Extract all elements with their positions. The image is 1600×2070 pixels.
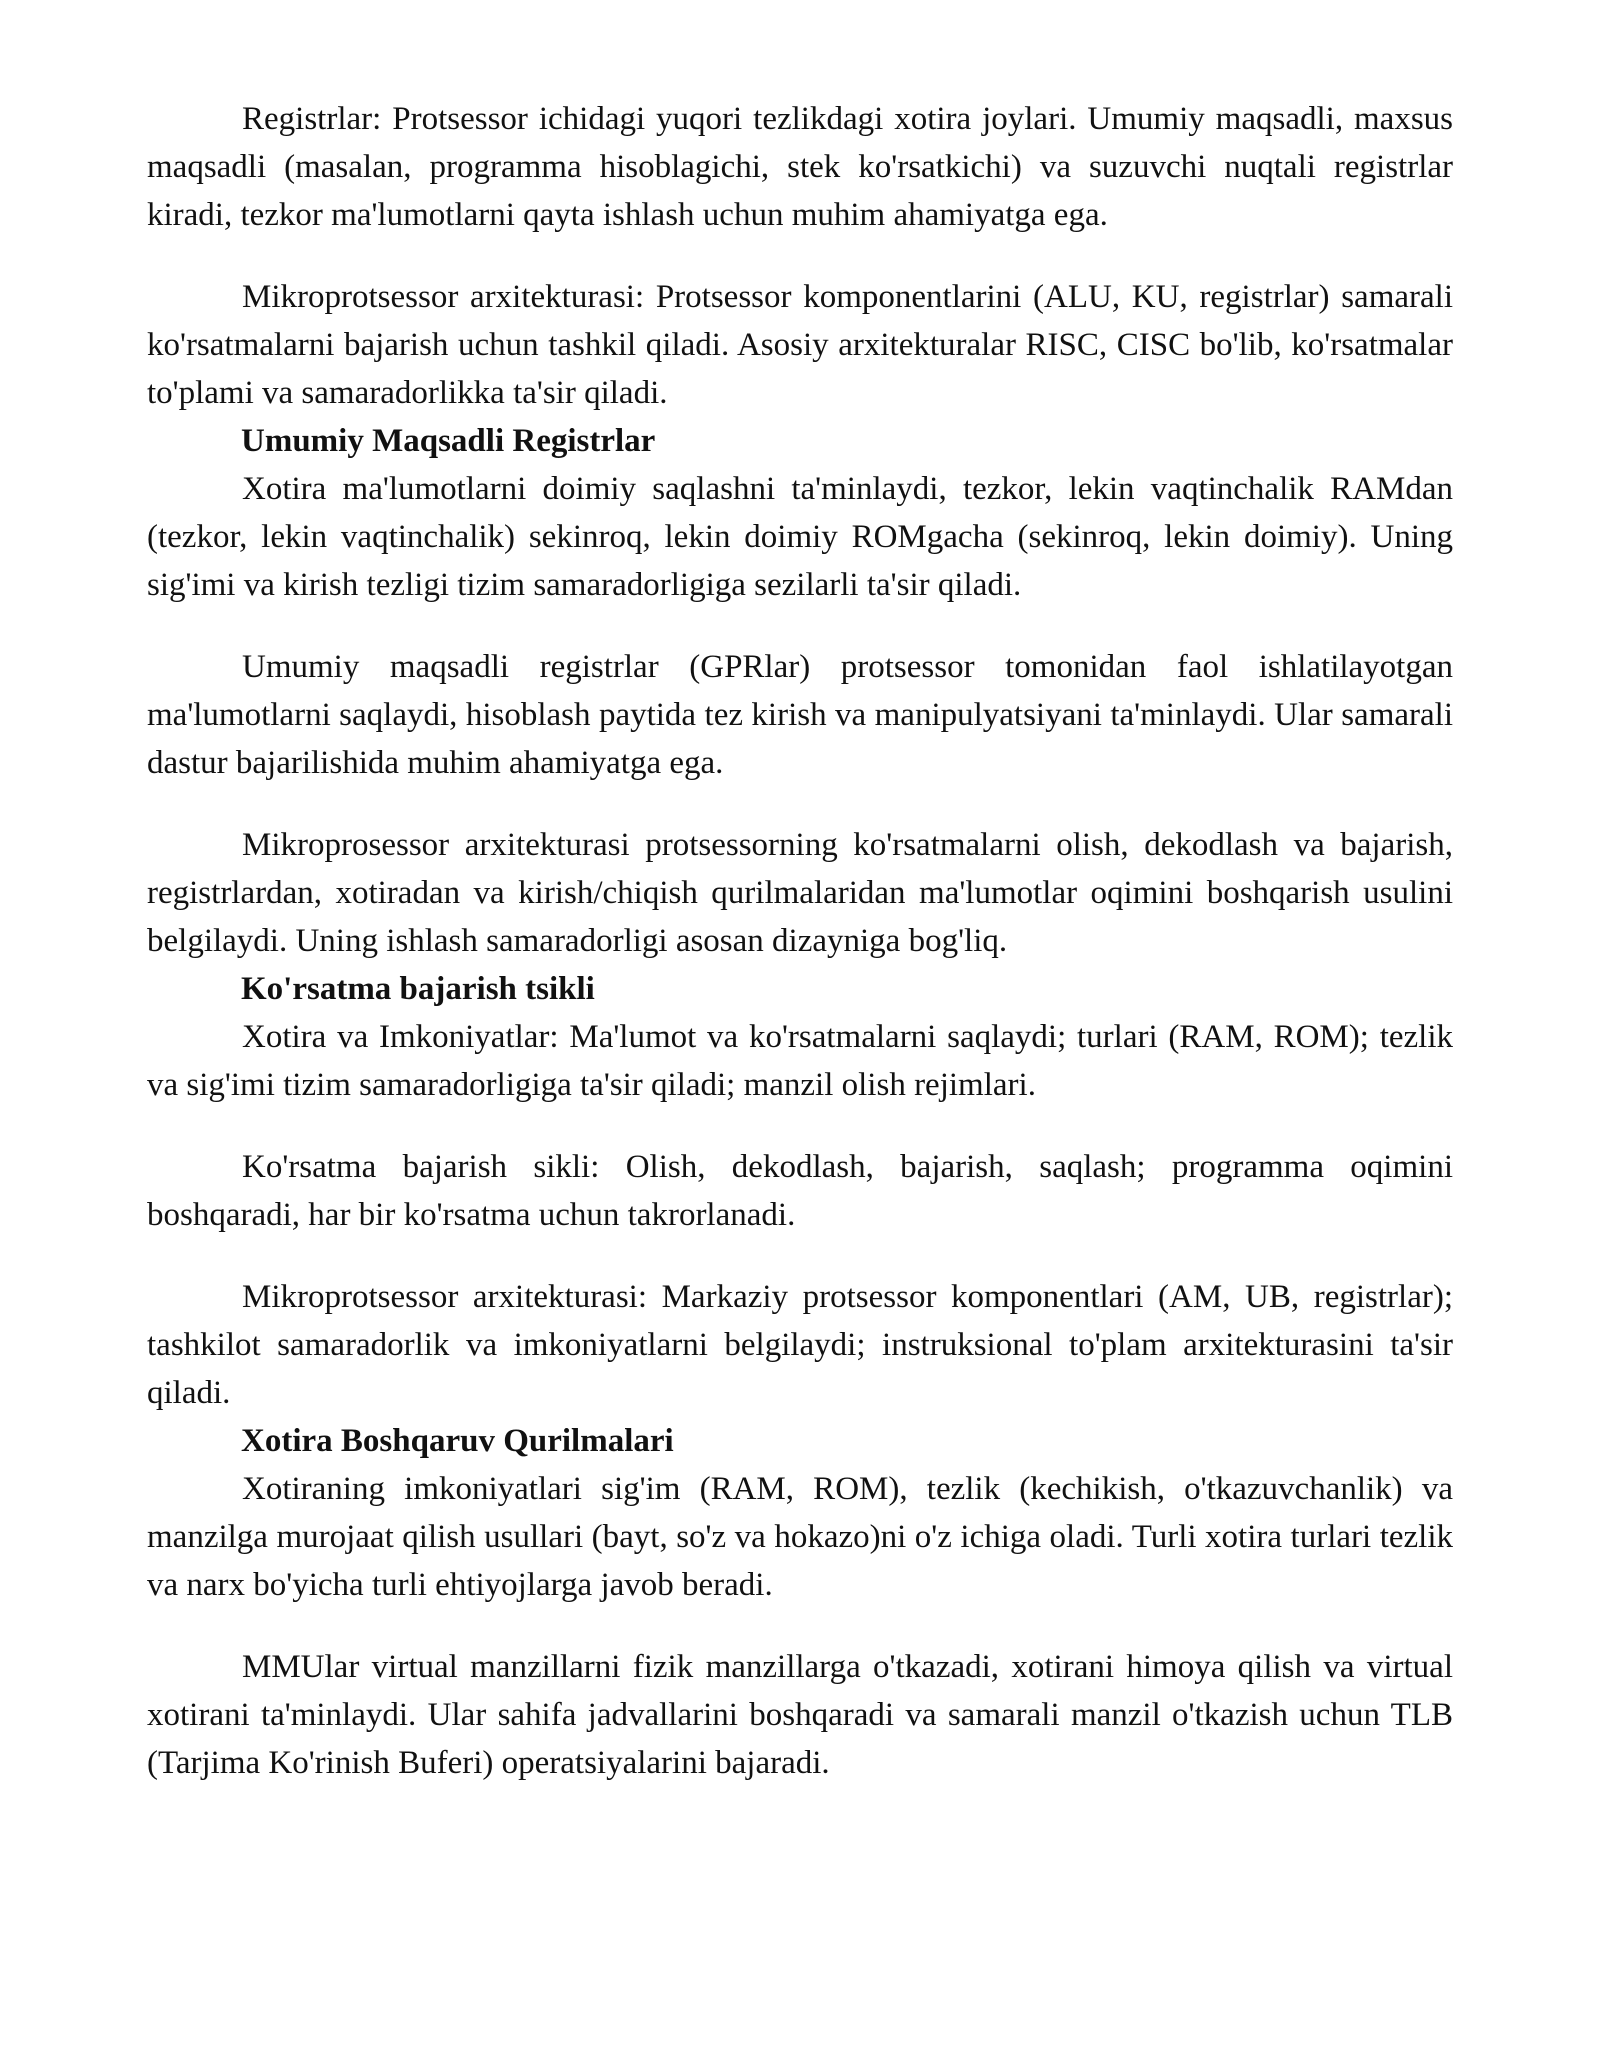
paragraph-mikroprosessor-oqim: Mikroprosessor arxitekturasi protsessorning ko'rsatmalarni olish, dekodlash va bajarish, registrlardan, xotiradan va kirish/chiqish qurilmalaridan ma'lumotlar oqimini boshqarish usulini belgilaydi. Uning ishlash samaradorligi asosan dizayniga bog'liq.	[147, 827, 1453, 959]
paragraph-bajarish-sikli: Ko'rsatma bajarish sikli: Olish, dekodlash, bajarish, saqlash; programma oqimini boshqaradi, har bir ko'rsatma uchun takrorlanadi.	[147, 1149, 1453, 1233]
paragraph-mikroprotsessor-arxitekturasi: Mikroprotsessor arxitekturasi: Protsessor komponentlarini (ALU, KU, registrlar) samarali ko'rsatmalarni bajarish uchun tashkil qiladi. Asosiy arxitekturalar RISC, CISC bo'lib, ko'rsatmalar to'plami va samaradorlikka ta'sir qiladi.	[147, 279, 1453, 411]
heading-umumiy-maqsadli-registrlar: Umumiy Maqsadli Registrlar	[241, 423, 656, 459]
heading-xotira-boshqaruv-qurilmalari: Xotira Boshqaruv Qurilmalari	[241, 1423, 674, 1459]
paragraph-mmu: MMUlar virtual manzillarni fizik manzillarga o'tkazadi, xotirani himoya qilish va virtual xotirani ta'minlaydi. Ular sahifa jadvallarini boshqaradi va samarali manzil o'tkazish uchun TLB (Tarjima Ko'rinish Buferi) operatsiyalarini bajaradi.	[147, 1649, 1453, 1781]
paragraph-gpr: Umumiy maqsadli registrlar (GPRlar) protsessor tomonidan faol ishlatilayotgan ma'lumotlarni saqlaydi, hisoblash paytida tez kirish va manipulyatsiyani ta'minlaydi. Ular samarali dastur bajarilishida muhim ahamiyatga ega.	[147, 649, 1453, 781]
paragraph-xotira-imkoniyatlar: Xotira va Imkoniyatlar: Ma'lumot va ko'rsatmalarni saqlaydi; turlari (RAM, ROM); tezlik va sig'imi tizim samaradorligiga ta'sir qiladi; manzil olish rejimlari.	[147, 1019, 1453, 1103]
paragraph-xotira-imkoniyatlari: Xotiraning imkoniyatlari sig'im (RAM, ROM), tezlik (kechikish, o'tkazuvchanlik) va manzilga murojaat qilish usullari (bayt, so'z va hokazo)ni o'z ichiga oladi. Turli xotira turlari tezlik va narx bo'yicha turli ehtiyojlarga javob beradi.	[147, 1471, 1453, 1603]
paragraph-xotira-doimiy-saqlash: Xotira ma'lumotlarni doimiy saqlashni ta'minlaydi, tezkor, lekin vaqtinchalik RAMdan (tezkor, lekin vaqtinchalik) sekinroq, lekin doimiy ROMgacha (sekinroq, lekin doimiy). Uning sig'imi va kirish tezligi tizim samaradorligiga sezilarli ta'sir qiladi.	[147, 471, 1453, 603]
heading-korsatma-bajarish-tsikli: Ko'rsatma bajarish tsikli	[241, 971, 595, 1007]
paragraph-registrlar: Registrlar: Protsessor ichidagi yuqori tezlikdagi xotira joylari. Umumiy maqsadli, maxsus maqsadli (masalan, programma hisoblagichi, stek ko'rsatkichi) va suzuvchi nuqtali registrlar kiradi, tezkor ma'lumotlarni qayta ishlash uchun muhim ahamiyatga ega.	[147, 101, 1453, 233]
document-page	[147, 95, 1453, 1787]
paragraph-markaziy-protsessor: Mikroprotsessor arxitekturasi: Markaziy protsessor komponentlari (AM, UB, registrlar); tashkilot samaradorlik va imkoniyatlarni belgilaydi; instruksional to'plam arxitekturasini ta'sir qiladi.	[147, 1279, 1453, 1411]
